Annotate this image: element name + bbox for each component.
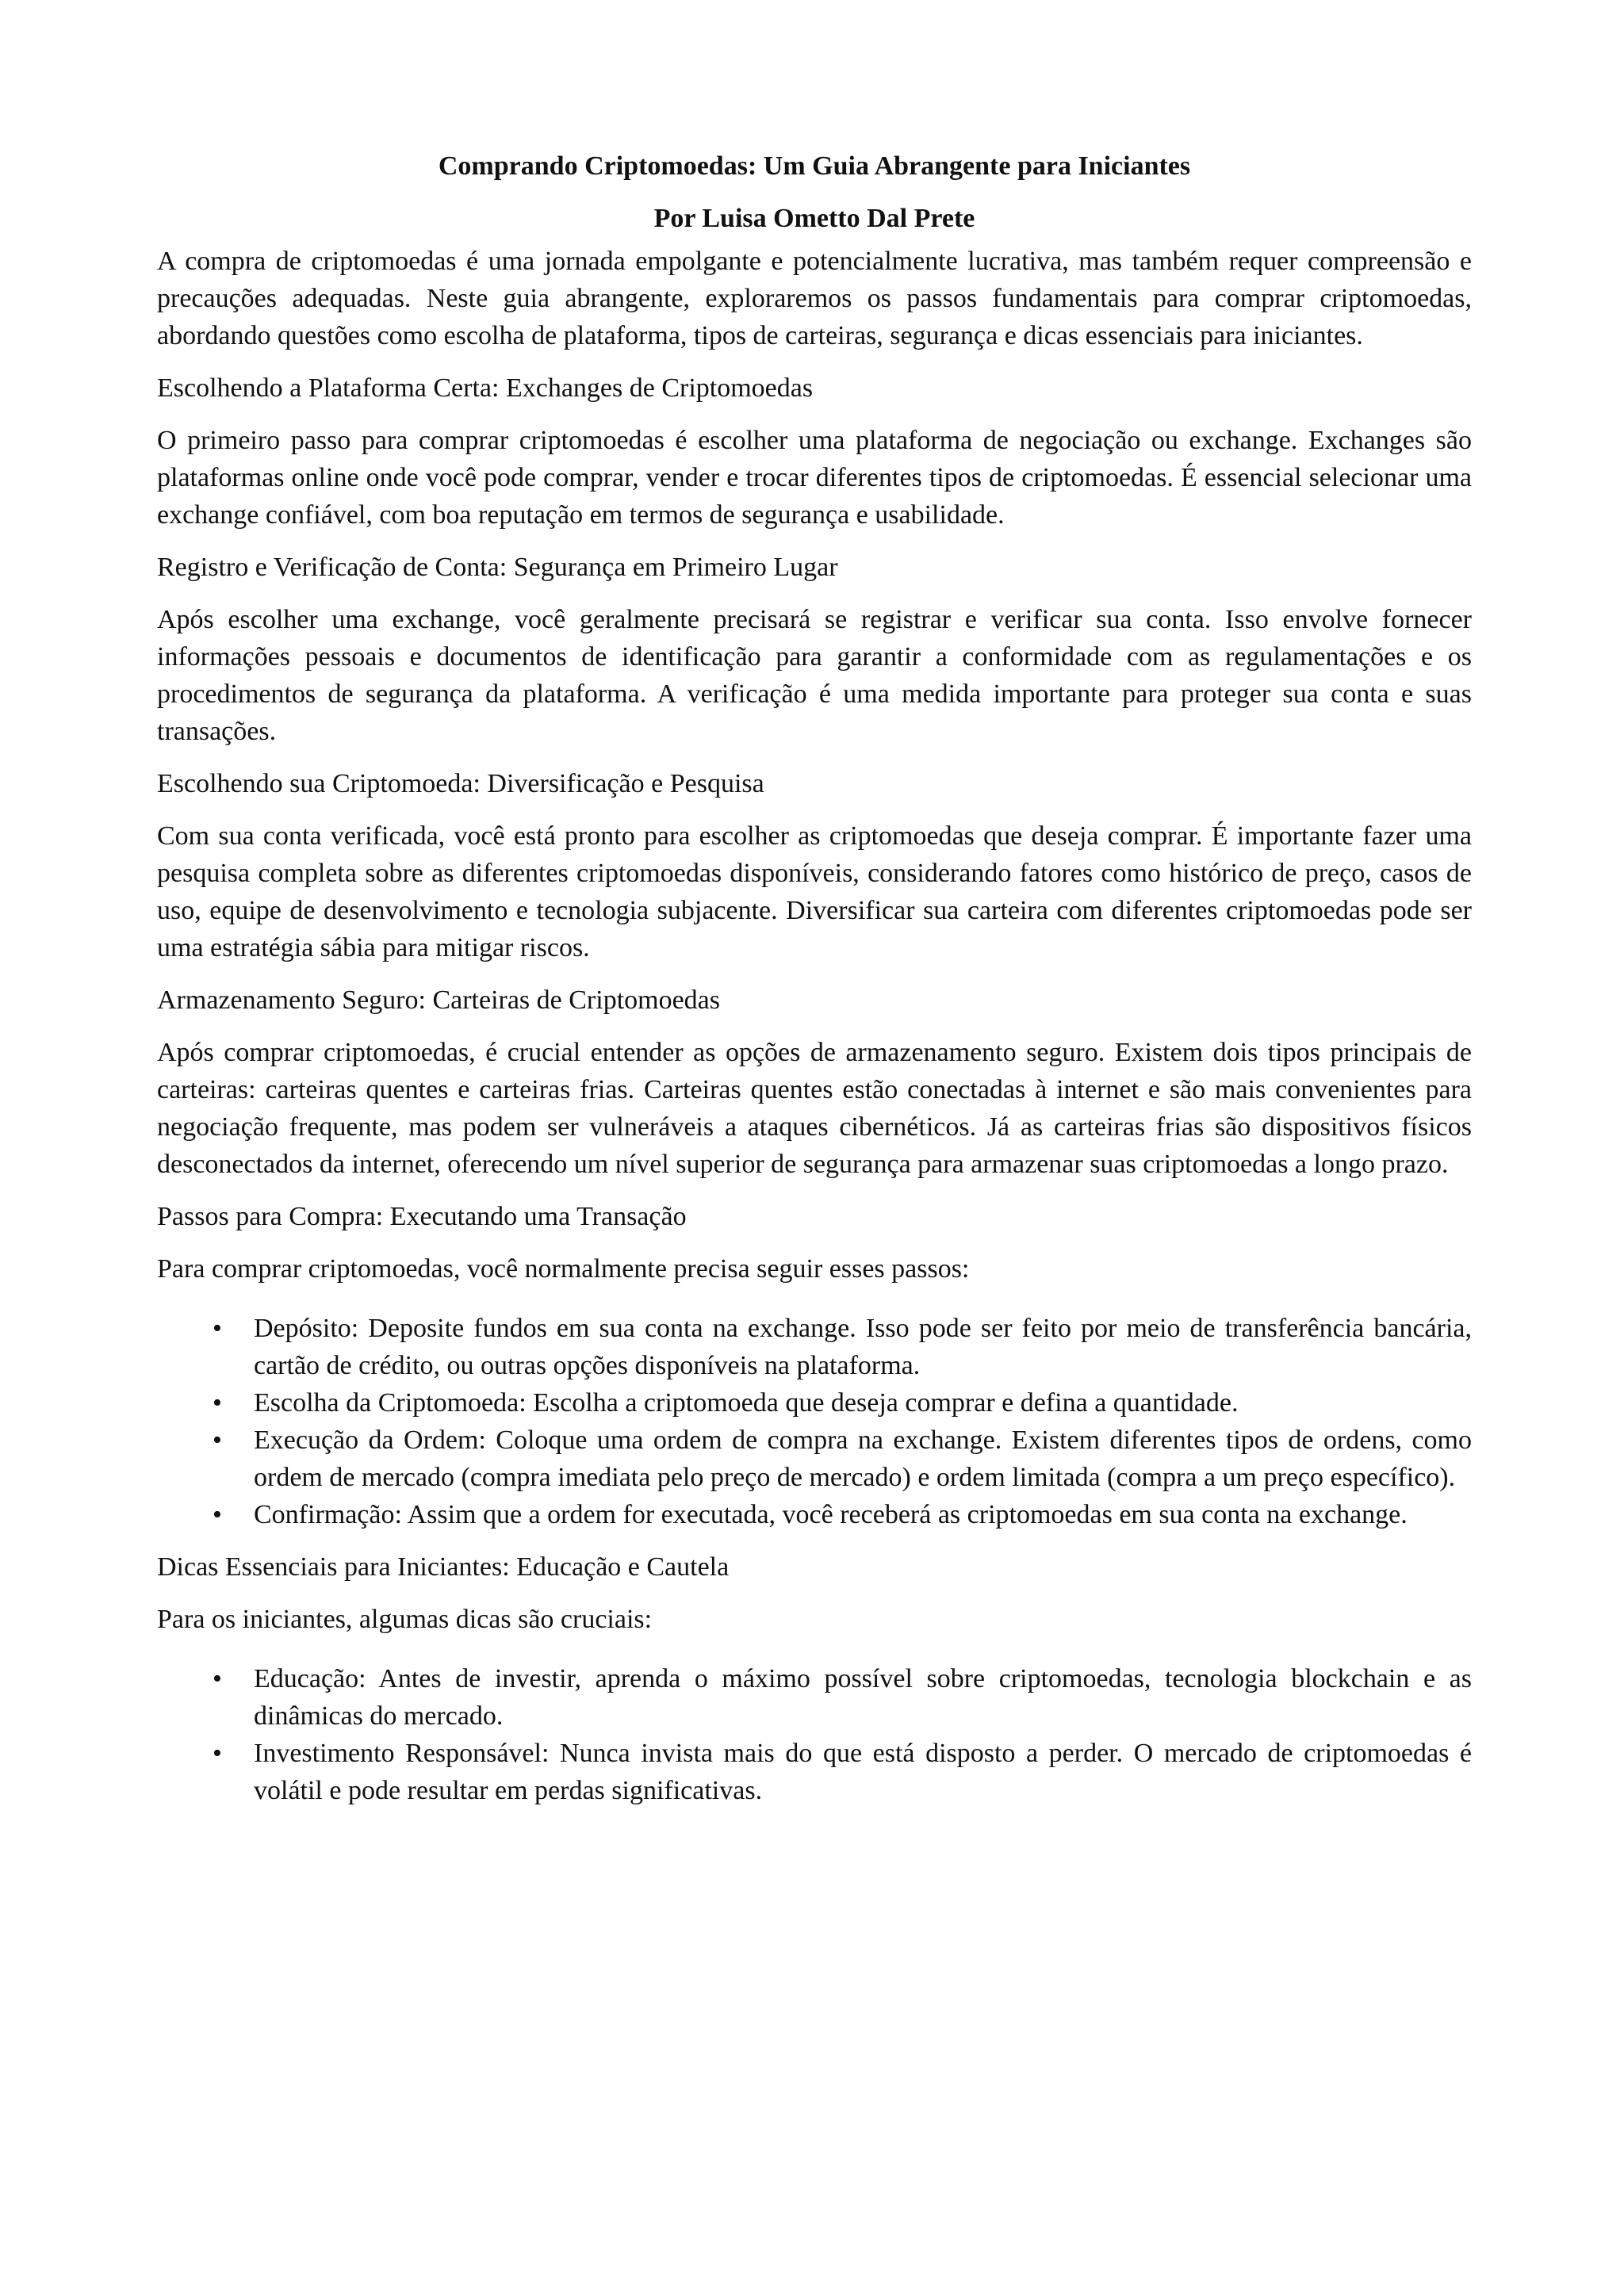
section-paragraph: Com sua conta verificada, você está pronto para escolher as criptomoedas que deseja comprar. É importante fazer uma pesquisa completa sobre as diferentes criptomoedas disponíveis, considerando fatores como histórico de preço, casos de uso, equipe de desenvolvimento e tecnologia subjacente. Diversificar sua carteira com diferentes criptomoedas pode ser uma estratégia sábia para mitigar riscos. bbox=[157, 821, 1472, 962]
list-item-text: Depósito: Deposite fundos em sua conta na exchange. Isso pode ser feito por meio de transferência bancária, cartão de crédito, ou outras opções disponíveis na plataforma. bbox=[254, 1314, 1472, 1380]
section-heading: Registro e Verificação de Conta: Segurança em Primeiro Lugar bbox=[157, 553, 838, 582]
section-heading: Escolhendo sua Criptomoeda: Diversificação e Pesquisa bbox=[157, 769, 764, 798]
intro-paragraph: A compra de criptomoedas é uma jornada empolgante e potencialmente lucrativa, mas também requer compreensão e precauções adequadas. Neste guia abrangente, exploraremos os passos fundamentais para comprar criptomoedas, abordando questões como escolha de plataforma, tipos de carteiras, segurança e dicas essenciais para iniciantes. bbox=[157, 247, 1472, 350]
section-paragraph: O primeiro passo para comprar criptomoedas é escolher uma plataforma de negociação ou exchange. Exchanges são plataformas online onde você pode comprar, vender e trocar diferentes tipos de criptomoedas. É essencial selecionar uma exchange confiável, com boa reputação em termos de segurança e usabilidade. bbox=[157, 426, 1472, 530]
section-heading: Escolhendo a Plataforma Certa: Exchanges de Criptomoedas bbox=[157, 373, 814, 403]
section-heading: Armazenamento Seguro: Carteiras de Criptomoedas bbox=[157, 985, 720, 1015]
list-item bbox=[157, 1496, 1472, 1533]
bullet-icon: • bbox=[213, 1664, 222, 1693]
tips-list bbox=[157, 1660, 1472, 1809]
section-paragraph: Para os iniciantes, algumas dicas são cruciais: bbox=[157, 1605, 653, 1634]
list-item-text: Investimento Responsável: Nunca invista mais do que está disposto a perder. O mercado de criptomoedas é volátil e pode resultar em perdas significativas. bbox=[254, 1739, 1472, 1805]
list-item-text: Confirmação: Assim que a ordem for executada, você receberá as criptomoedas em sua conta na exchange. bbox=[254, 1500, 1408, 1529]
document-author: Por Luisa Ometto Dal Prete bbox=[653, 204, 975, 233]
purchase-steps-list bbox=[157, 1310, 1472, 1533]
list-item bbox=[157, 1384, 1472, 1422]
document-title: Comprando Criptomoedas: Um Guia Abrangente para Iniciantes bbox=[438, 151, 1191, 181]
bullet-icon: • bbox=[213, 1425, 222, 1455]
section-paragraph: Após comprar criptomoedas, é crucial entender as opções de armazenamento seguro. Existem dois tipos principais de carteiras: carteiras quentes e carteiras frias. Carteiras quentes estão conectadas à internet e são mais convenientes para negociação frequente, mas podem ser vulneráveis a ataques cibernéticos. Já as carteiras frias são dispositivos físicos desconectados da internet, oferecendo um nível superior de segurança para armazenar suas criptomoedas a longo prazo. bbox=[157, 1038, 1472, 1179]
bullet-icon: • bbox=[213, 1314, 222, 1343]
list-item bbox=[157, 1735, 1472, 1809]
section-paragraph: Após escolher uma exchange, você geralmente precisará se registrar e verificar sua conta. Isso envolve fornecer informações pessoais e documentos de identificação para garantir a conformidade com as regulamentações e os procedimentos de segurança da plataforma. A verificação é uma medida importante para proteger sua conta e suas transações. bbox=[157, 605, 1472, 746]
section-heading: Dicas Essenciais para Iniciantes: Educação e Cautela bbox=[157, 1552, 730, 1582]
list-item bbox=[157, 1310, 1472, 1384]
list-item-text: Execução da Ordem: Coloque uma ordem de compra na exchange. Existem diferentes tipos de ordens, como ordem de mercado (compra imediata pelo preço de mercado) e ordem limitada (compra a um preço específico). bbox=[254, 1425, 1472, 1492]
section-heading: Passos para Compra: Executando uma Transação bbox=[157, 1202, 687, 1231]
bullet-icon: • bbox=[213, 1739, 222, 1768]
list-item bbox=[157, 1660, 1472, 1735]
document-page bbox=[157, 147, 1472, 1824]
bullet-icon: • bbox=[213, 1500, 222, 1529]
list-item-text: Escolha da Criptomoeda: Escolha a criptomoeda que deseja comprar e defina a quantidade. bbox=[254, 1388, 1239, 1418]
bullet-icon: • bbox=[213, 1388, 222, 1418]
list-item-text: Educação: Antes de investir, aprenda o máximo possível sobre criptomoedas, tecnologia blockchain e as dinâmicas do mercado. bbox=[254, 1664, 1472, 1731]
list-item bbox=[157, 1422, 1472, 1496]
section-paragraph: Para comprar criptomoedas, você normalmente precisa seguir esses passos: bbox=[157, 1254, 970, 1284]
